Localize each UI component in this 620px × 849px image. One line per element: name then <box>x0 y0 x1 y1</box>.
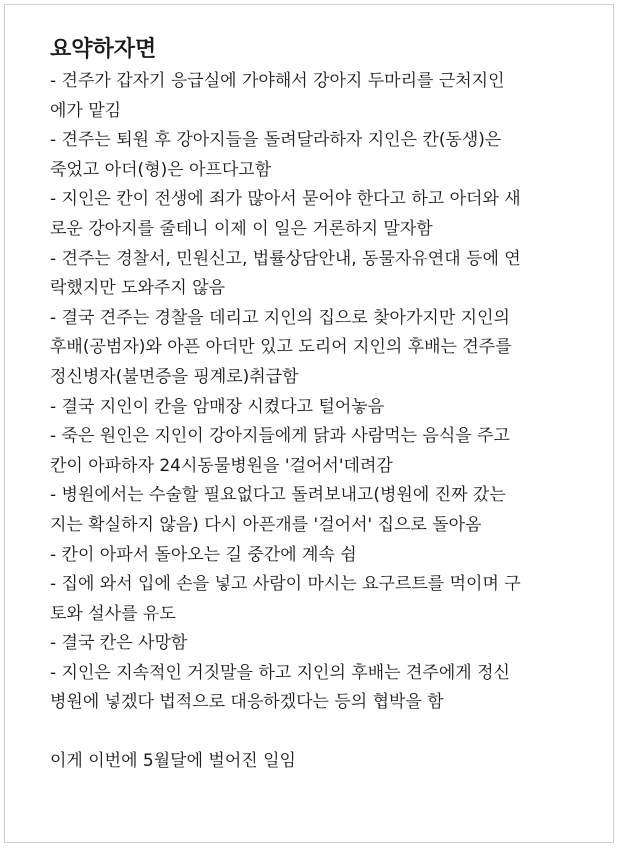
summary-line: - 결국 칸은 사망함 <box>50 633 188 654</box>
summary-line: - 결국 견주는 경찰을 데리고 지인의 집으로 찾아가지만 지인의 <box>50 307 510 328</box>
summary-line: - 지인은 칸이 전생에 죄가 많아서 묻어야 한다고 하고 아더와 새 <box>50 189 521 210</box>
summary-line: 로운 강아지를 줄테니 이제 이 일은 거론하지 말자함 <box>50 218 433 239</box>
summary-line: - 결국 지인이 칸을 암매장 시켰다고 털어놓음 <box>50 396 385 417</box>
summary-line: - 집에 와서 입에 손을 넣고 사람이 마시는 요구르트를 먹이며 구 <box>50 574 521 595</box>
summary-line: - 견주는 경찰서, 민원신고, 법률상담안내, 동물자유연대 등에 연 <box>50 248 521 269</box>
summary-lines <box>50 67 590 718</box>
summary-line: - 지인은 지속적인 거짓말을 하고 지인의 후배는 견주에게 정신 <box>50 662 510 683</box>
document-title: 요약하자면 <box>50 37 157 62</box>
summary-line: - 견주는 퇴원 후 강아지들을 돌려달라하자 지인은 칸(동생)은 <box>50 130 502 151</box>
summary-line: 죽었고 아더(형)은 아프다고함 <box>50 159 272 180</box>
summary-line: 지는 확실하지 않음) 다시 아픈개를 '걸어서' 집으로 돌아옴 <box>50 514 482 535</box>
summary-line: 에가 맡김 <box>50 100 122 121</box>
summary-line: - 병원에서는 수술할 필요없다고 돌려보내고(병원에 진짜 갔는 <box>50 485 506 506</box>
document-content <box>50 35 590 777</box>
summary-line: 토와 설사를 유도 <box>50 603 176 624</box>
summary-line: - 견주가 갑자기 응급실에 가야해서 강아지 두마리를 근처지인 <box>50 71 505 91</box>
summary-line: 칸이 아파하자 24시동물병원을 '걸어서'데려감 <box>50 455 393 476</box>
summary-line: 후배(공범자)와 아픈 아더만 있고 도리어 지인의 후배는 견주를 <box>50 337 512 358</box>
summary-line: 병원에 넣겠다 법적으로 대응하겠다는 등의 협박을 함 <box>50 692 444 713</box>
summary-line: 락했지만 도와주지 않음 <box>50 278 226 299</box>
summary-line: - 죽은 원인은 지인이 강아지들에게 닭과 사람먹는 음식을 주고 <box>50 426 510 447</box>
document-frame <box>4 4 614 843</box>
closing-remark: 이게 이번에 5월달에 벌어진 일임 <box>50 751 296 772</box>
summary-line: - 칸이 아파서 돌아오는 길 중간에 계속 쉼 <box>50 544 357 565</box>
summary-line: 정신병자(불면증을 핑계로)취급함 <box>50 366 299 387</box>
